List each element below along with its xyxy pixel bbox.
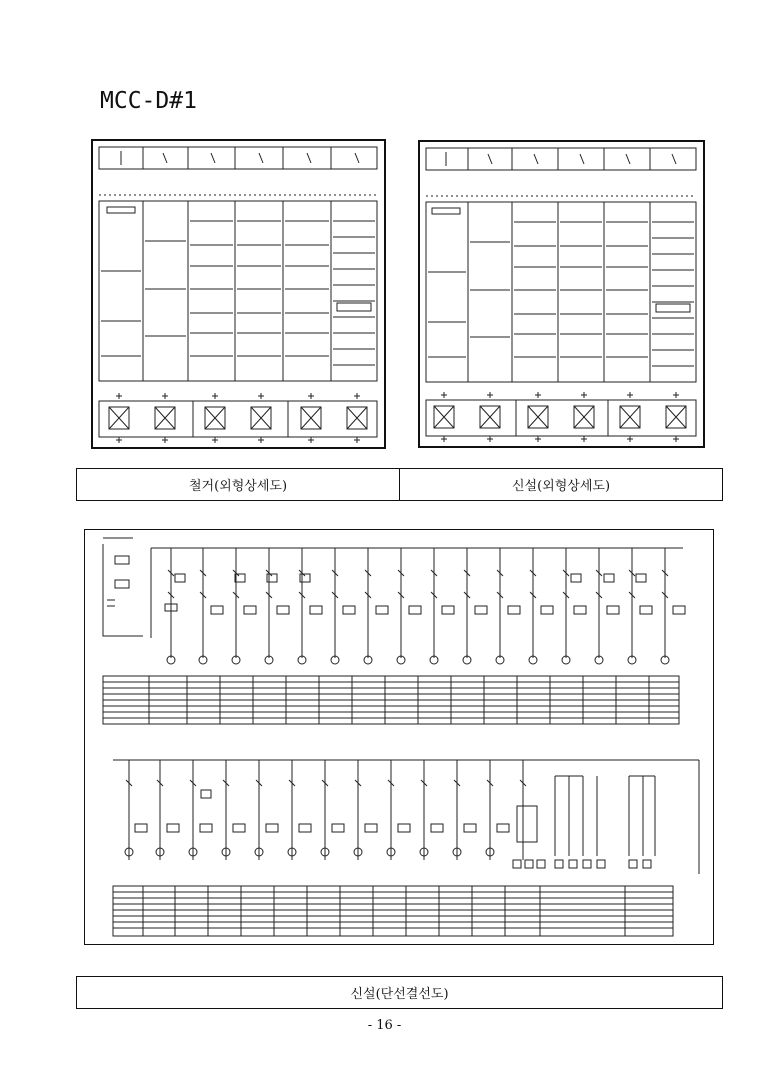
elevation-drawing-new (418, 140, 705, 448)
caption-new: 신설(외형상세도) (511, 479, 611, 494)
caption-removed: 철거(외형상세도) (77, 469, 400, 500)
single-line-diagram (84, 529, 714, 945)
elevation-caption-table (76, 468, 723, 501)
caption-single-line: 신설(단선결선도) (350, 987, 449, 1002)
elevation-new-svg (420, 142, 703, 446)
page-number: - 16 - (367, 1018, 402, 1033)
page-title: MCC-D#1 (100, 88, 197, 114)
elevation-drawing-removed (91, 139, 386, 449)
single-line-svg (85, 530, 713, 944)
elevation-removed-svg (93, 141, 384, 447)
single-line-caption-box (76, 976, 723, 1009)
